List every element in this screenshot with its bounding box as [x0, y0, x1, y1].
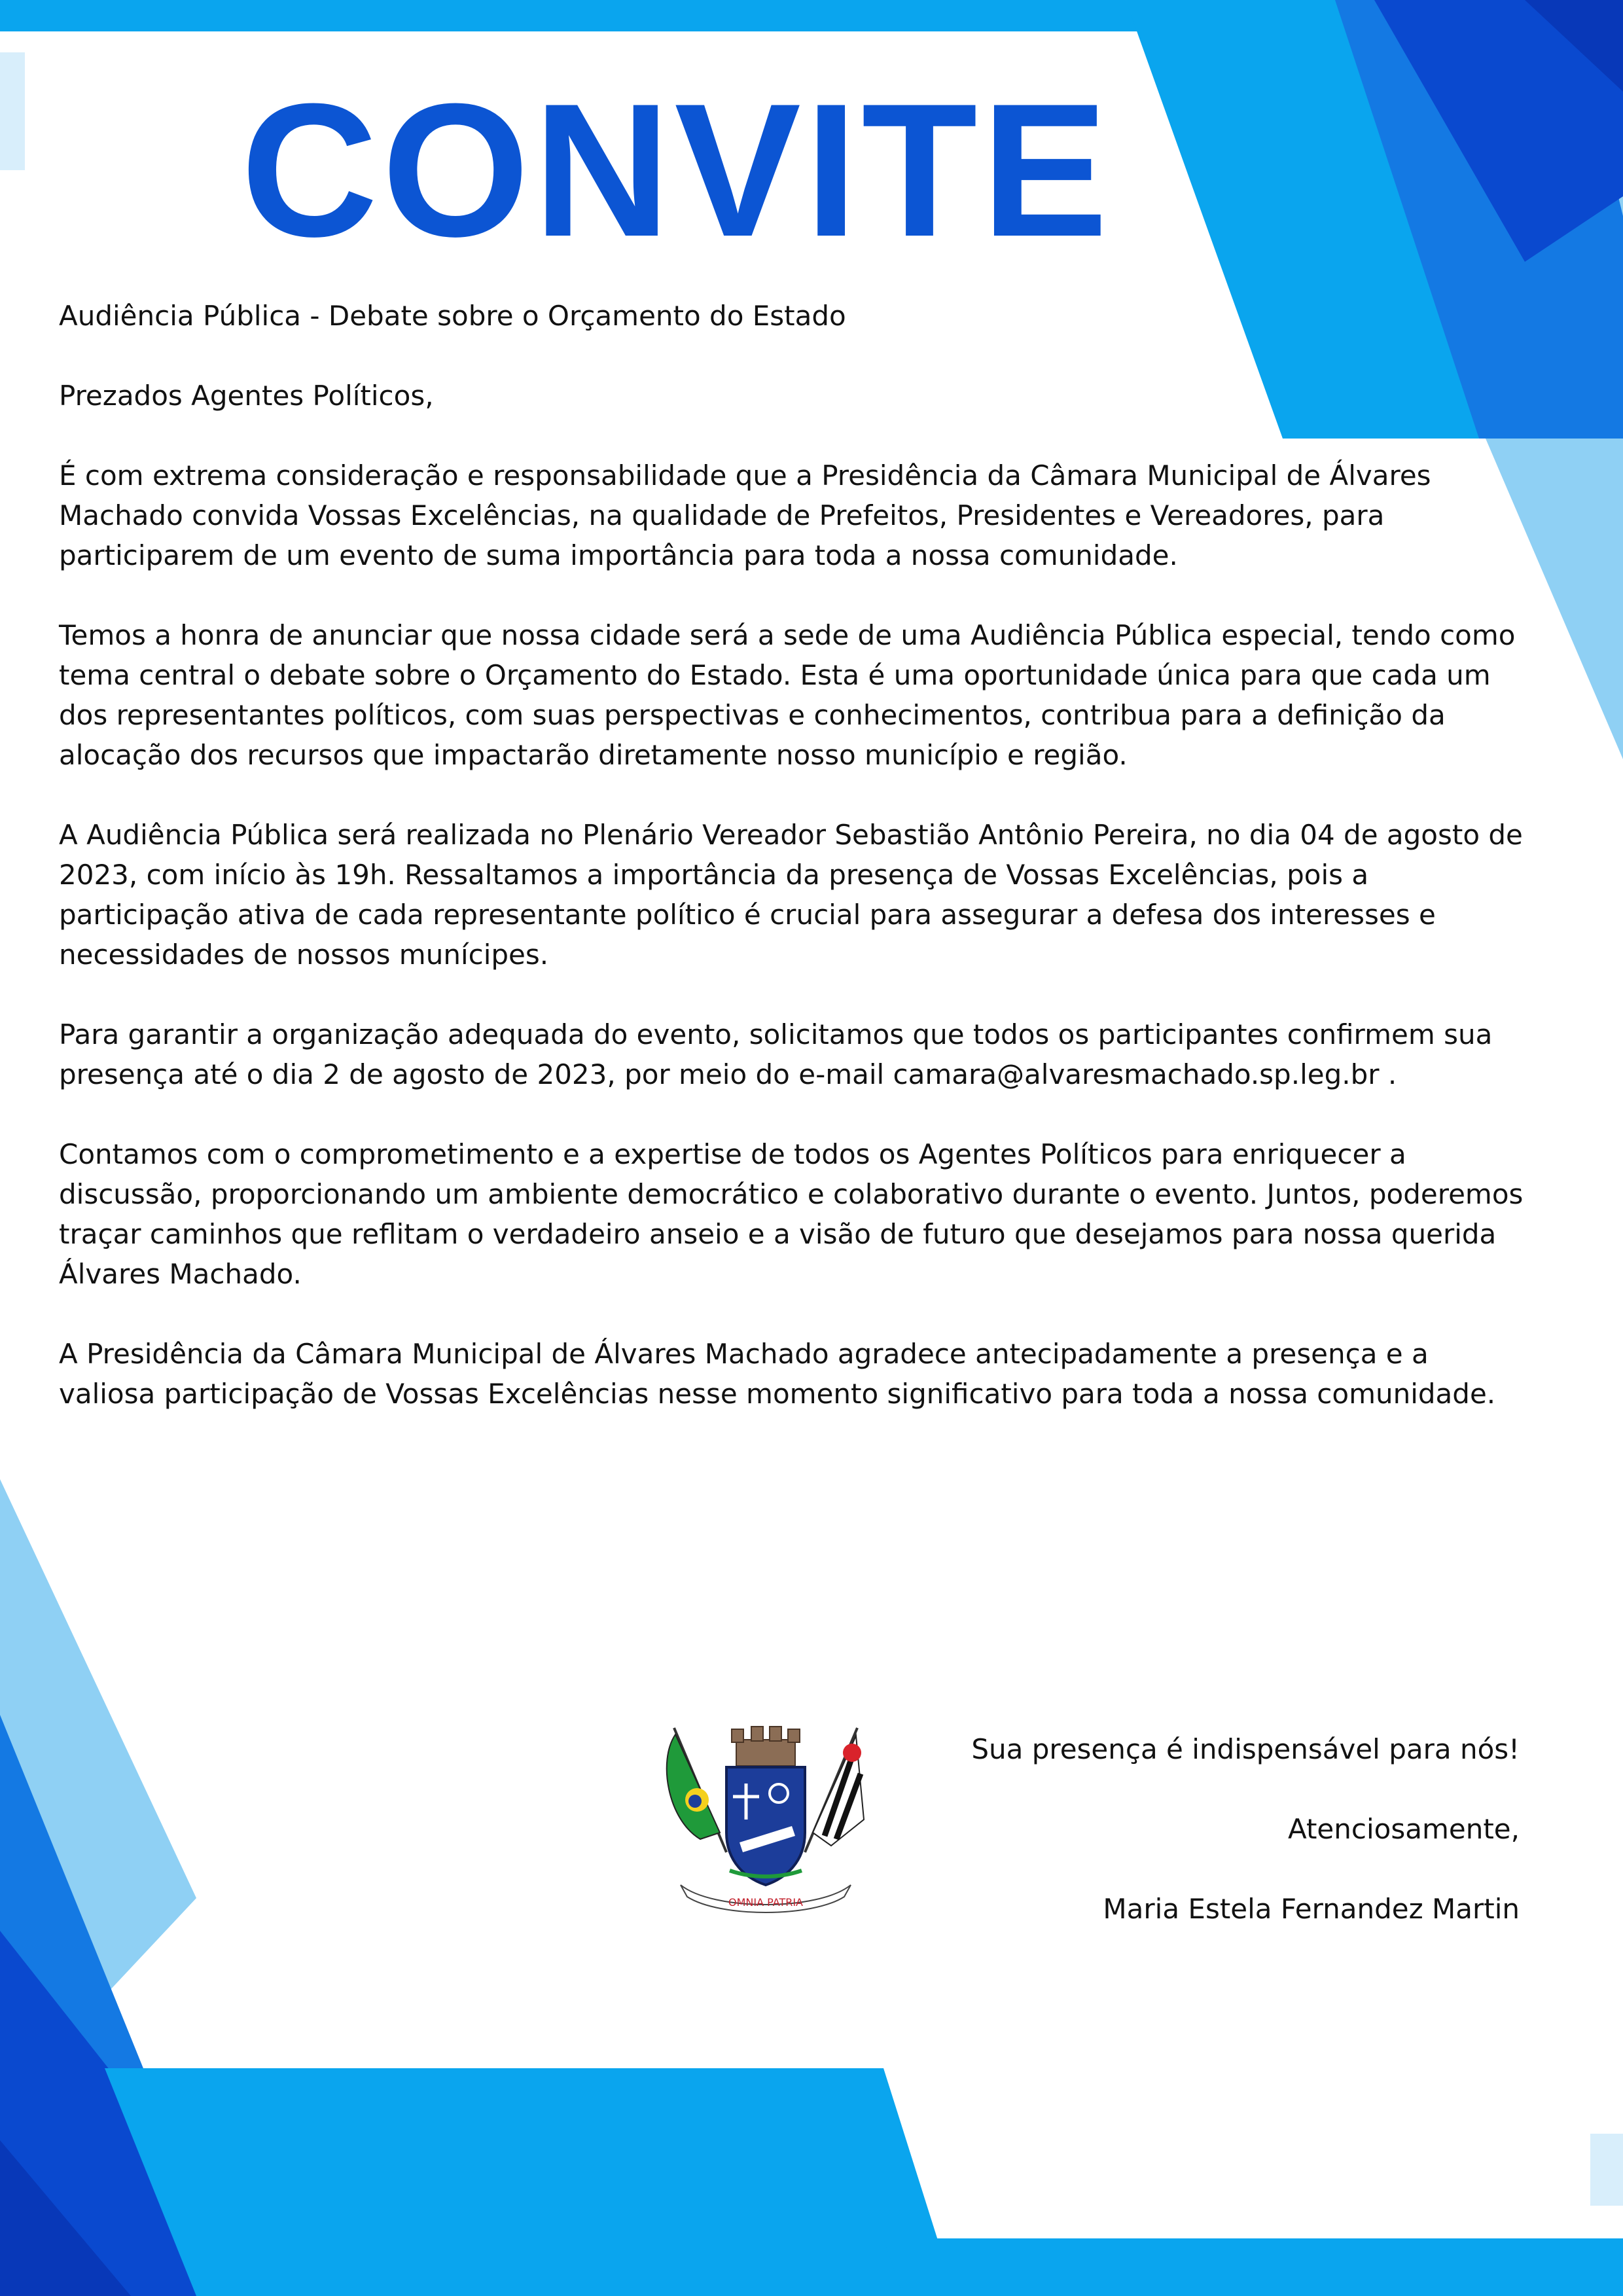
signature: Maria Estela Fernandez Martin: [1103, 1893, 1520, 1925]
paragraph-invitation: É com extrema consideração e responsabilidade que a Presidência da Câmara Municipal de Álvares Machado convida Vossas Excelências, na qualidade de Prefeitos, Presidentes e Vereadores, para participarem de um evento de suma importância para toda a nossa comunidade.: [59, 459, 1431, 571]
emblem-motto: OMNIA PATRIA: [728, 1896, 803, 1909]
paragraph-rsvp: Para garantir a organização adequada do evento, solicitamos que todos os participantes confirmem sua presença até o dia 2 de agosto de 2023, por meio do e-mail camara@alvaresmachado.sp.leg.br .: [59, 1018, 1493, 1090]
paragraph-event-details: A Audiência Pública será realizada no Plenário Vereador Sebastião Antônio Pereira, no dia 04 de agosto de 2023, com início às 19h. Ressaltamos a importância da presença de Vossas Excelências, pois a participação ativa de cada representante político é crucial para assegurar a defesa dos interesses e necessidades de nossos munícipes.: [59, 819, 1523, 971]
paragraph-commitment: Contamos com o comprometimento e a expertise de todos os Agentes Políticos para enriquecer a discussão, proporcionando um ambiente democrático e colaborativo durante o evento. Juntos, poderemos traçar caminhos que reflitam o verdadeiro anseio e a visão de futuro que desejamos para nossa querida Álvares Machado.: [59, 1138, 1524, 1290]
regards: Atenciosamente,: [1287, 1813, 1520, 1845]
paragraph-thanks: A Presidência da Câmara Municipal de Álvares Machado agradece antecipadamente a presença e a valiosa participação de Vossas Excelências nesse momento significativo para toda a nossa comunidade.: [59, 1338, 1496, 1410]
letter-body: [59, 296, 1531, 1414]
closing-line: Sua presença é indispensável para nós!: [971, 1733, 1520, 1765]
page-title: CONVITE: [241, 64, 1112, 276]
paragraph-announcement: Temos a honra de anunciar que nossa cidade será a sede de uma Audiência Pública especial, tendo como tema central o debate sobre o Orçamento do Estado. Esta é uma oportunidade única para que cada um dos representantes políticos, com suas perspectivas e conhecimentos, contribua para a definição da alocação dos recursos que impactarão diretamente nosso município e região.: [59, 619, 1516, 771]
closing-block: [971, 1729, 1520, 1929]
salutation: Prezados Agentes Políticos,: [59, 380, 434, 412]
municipal-coat-of-arms-icon: [661, 1721, 870, 1918]
subject-line: Audiência Pública - Debate sobre o Orçamento do Estado: [59, 300, 846, 332]
